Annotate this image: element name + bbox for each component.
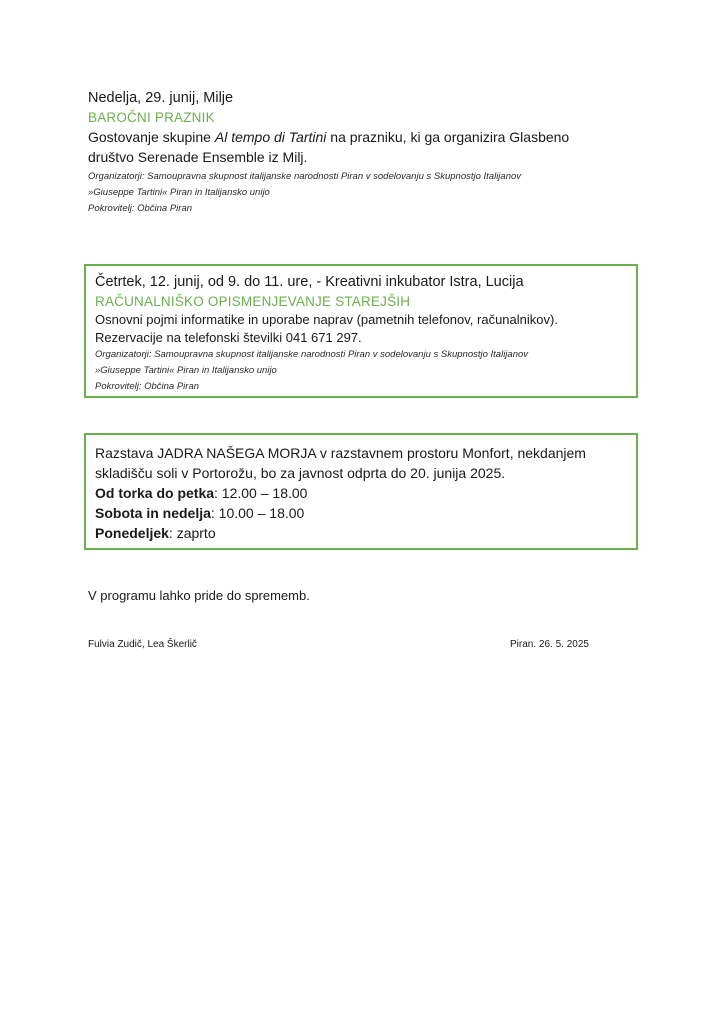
event-date: Četrtek, 12. junij, od 9. do 11. ure, - Kreativni inkubator Istra, Lucija	[95, 274, 524, 290]
event-organizers-cont: »Giuseppe Tartini« Piran in Italijansko unijo	[95, 365, 277, 376]
event-description-cont: društvo Serenade Ensemble iz Milj.	[88, 149, 308, 165]
event-computer-literacy	[84, 264, 638, 398]
event-organizers: Organizatorji: Samoupravna skupnost italijanske narodnosti Piran v sodelovanju s Skupnostjo Italijanov	[95, 349, 529, 360]
exhibition-text-cont: skladišču soli v Portorožu, bo za javnost odprta do 20. junija 2025.	[95, 465, 506, 481]
exhibition-box	[84, 433, 638, 550]
event-sponsor: Pokrovitelj: Občina Piran	[95, 381, 200, 392]
event-title: BAROČNI PRAZNIK	[88, 110, 215, 125]
event-organizers-cont: »Giuseppe Tartini« Piran in Italijansko unijo	[88, 187, 270, 198]
event-sponsor: Pokrovitelj: Občina Piran	[88, 203, 193, 214]
event-baroque	[88, 88, 648, 217]
footer-place-date: Piran. 26. 5. 2025	[510, 639, 589, 650]
exhibition-text: Razstava JADRA NAŠEGA MORJA v razstavnem prostoru Monfort, nekdanjem	[95, 445, 586, 461]
program-change-notice: V programu lahko pride do sprememb.	[88, 588, 310, 603]
event-description-cont: Rezervacije na telefonski številki 041 671 297.	[95, 330, 362, 345]
event-organizers: Organizatorji: Samoupravna skupnost italijanske narodnosti Piran v sodelovanju s Skupnostjo Italijanov	[88, 171, 522, 182]
event-description: Gostovanje skupine Al tempo di Tartini na prazniku, ki ga organizira Glasbeno	[88, 129, 570, 145]
hours-label: Ponedeljek	[95, 525, 169, 541]
hours-value: : 10.00 – 18.00	[210, 505, 305, 521]
hours-row	[95, 523, 636, 543]
event-description: Osnovni pojmi informatike in uporabe naprav (pametnih telefonov, računalnikov).	[95, 312, 558, 327]
event-title: RAČUNALNIŠKO OPISMENJEVANJE STAREJŠIH	[95, 294, 411, 309]
hours-value: : 12.00 – 18.00	[214, 485, 308, 501]
hours-value: : zaprto	[168, 525, 216, 541]
hours-row	[95, 503, 636, 523]
hours-row	[95, 483, 636, 503]
event-date: Nedelja, 29. junij, Milje	[88, 90, 234, 106]
hours-label: Od torka do petka	[95, 485, 215, 501]
footer-authors: Fulvia Zudič, Lea Škerlič	[88, 639, 197, 650]
hours-label: Sobota in nedelja	[95, 505, 211, 521]
